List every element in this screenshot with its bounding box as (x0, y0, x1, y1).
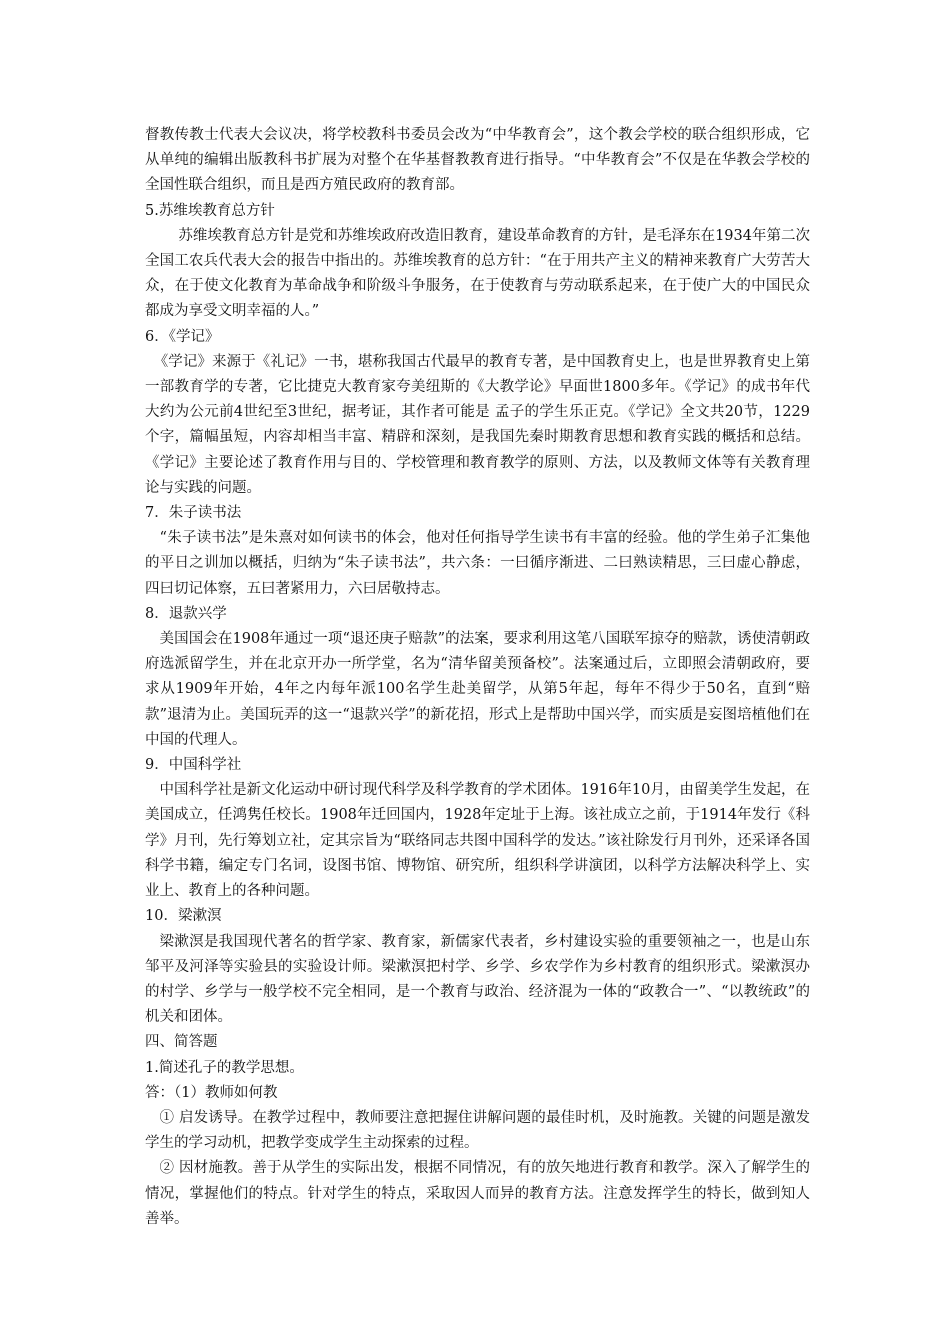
section-10-body: 梁漱溟是我国现代著名的哲学家、教育家，新儒家代表者，乡村建设实验的重要领袖之一，也是山东邹平及河泽等实验县的实验设计师。梁漱溟把村学、乡学、乡农学作为乡村教育的组织形式。梁漱溟办的村学、乡学与一般学校不完全相同，是一个教育与政治、经济混为一体的“政教合一”、“以教统政”的机关和团体。 (145, 933, 810, 1026)
section-5-title: 5.苏维埃教育总方针 (145, 202, 275, 219)
question-1-point-1: ① 启发诱导。在教学过程中，教师要注意把握住讲解问题的最佳时机，及时施教。关键的问题是激发学生的学习动机，把教学变成学生主动探索的过程。 (145, 1109, 810, 1152)
section-5-body: 苏维埃教育总方针是党和苏维埃政府改造旧教育，建设革命教育的方针，是毛泽东在1934年第二次全国工农兵代表大会的报告中指出的。苏维埃教育的总方针：“在于用共产主义的精神来教育广大劳苦大众，在于使文化教育为革命战争和阶级斗争服务，在于使教育与劳动联系起来，在于使广大的中国民众都成为享受文明幸福的人。” (145, 227, 810, 320)
section-6-title: 6．《学记》 (145, 328, 220, 345)
section-8-body: 美国国会在1908年通过一项“退还庚子赔款”的法案，要求利用这笔八国联军掠夺的赔款，诱使清朝政府选派留学生，并在北京开办一所学堂，名为“清华留美预备校”。法案通过后，立即照会清朝政府，要求从1909年开始，4年之内每年派100名学生赴美留学，从第5年起，每年不得少于50名，直到“赔款”退清为止。美国玩弄的这一“退款兴学”的新花招，形式上是帮助中国兴学，而实质是妄图培植他们在中国的代理人。 (145, 631, 810, 748)
section-7-body: “朱子读书法”是朱熹对如何读书的体会，他对任何指导学生读书有丰富的经验。他的学生弟子汇集他的平日之训加以概括，归纳为“朱子读书法”，共六条：一曰循序渐进、二曰熟读精思，三曰虚心静虑，四曰切记体察，五曰著紧用力，六曰居敬持志。 (145, 530, 810, 597)
question-1-title: 1.简述孔子的教学思想。 (145, 1059, 304, 1076)
part-4-title: 四、简答题 (145, 1034, 218, 1051)
question-1-answer-intro: 答：（1）教师如何教 (145, 1084, 278, 1101)
section-9-body: 中国科学社是新文化运动中研讨现代科学及科学教育的学术团体。1916年10月，由留美学生发起，在美国成立，任鸿隽任校长。1908年迁回国内，1928年定址于上海。该社成立之前，于1914年发行《科学》月刊，先行筹划立社，定其宗旨为“联络同志共图中国科学的发达。”该社除发行月刊外，还采译各国科学书籍，编定专门名词，设图书馆、博物馆、研究所，组织科学讲演团，以科学方法解决科学上、实业上、教育上的各种问题。 (145, 782, 810, 900)
section-8-title: 8．退款兴学 (145, 605, 227, 622)
intro-paragraph: 督教传教士代表大会议决，将学校教科书委员会改为“中华教育会”，这个教会学校的联合组织形成，它从单纯的编辑出版教科书扩展为对整个在华基督教教育进行指导。“中华教育会”不仅是在华教会学校的全国性联合组织，而且是西方殖民政府的教育部。 (145, 127, 810, 194)
section-9-title: 9．中国科学社 (145, 757, 242, 774)
section-7-title: 7．朱子读书法 (145, 505, 242, 522)
section-10-title: 10．梁漱溟 (145, 908, 222, 925)
question-1-point-2: ② 因材施教。善于从学生的实际出发，根据不同情况，有的放矢地进行教育和教学。深入了解学生的情况，掌握他们的特点。针对学生的特点，采取因人而异的教育方法。注意发挥学生的特长，做到知人善举。 (145, 1160, 810, 1227)
document-page (145, 123, 810, 1232)
section-6-body: 《学记》来源于《礼记》一书，堪称我国古代最早的教育专著，是中国教育史上，也是世界教育史上第一部教育学的专著，它比捷克大教育家夸美纽斯的《大教学论》早面世1800多年。《学记》的成书年代大约为公元前4世纪至3世纪，据考证，其作者可能是 孟子的学生乐正克。《学记》全文共20节，1229个字，篇幅虽短，内容却相当丰富、精辟和深刻，是我国先秦时期教育思想和教育实践的概括和总结。《学记》主要论述了教育作用与目的、学校管理和教育教学的原则、方法，以及教师文体等有关教育理论与实践的问题。 (145, 353, 810, 496)
